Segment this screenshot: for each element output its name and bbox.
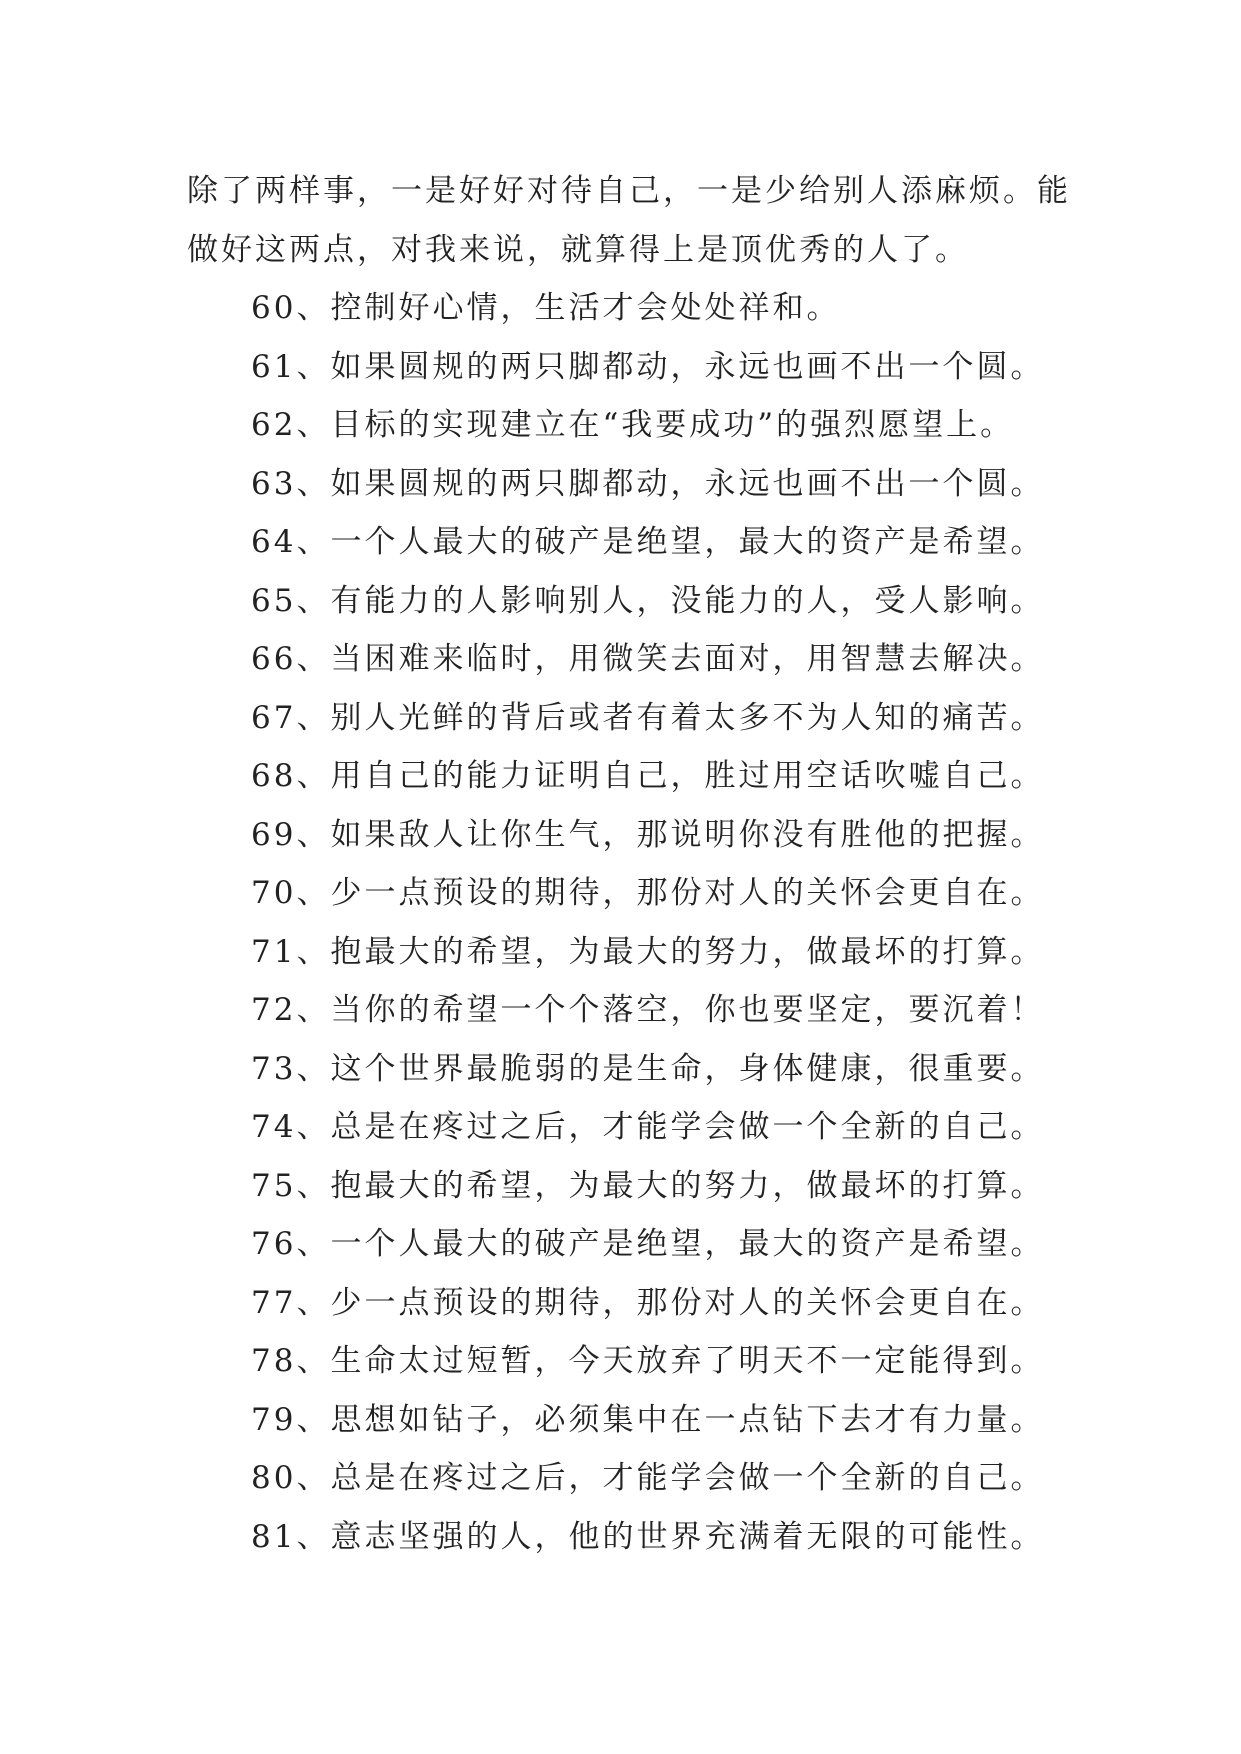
quote-item-77: 77、少一点预设的期待，那份对人的关怀会更自在。 <box>251 1284 1045 1321</box>
quote-item-71: 71、抱最大的希望，为最大的努力，做最坏的打算。 <box>251 933 1045 970</box>
quote-item-62: 62、目标的实现建立在“我要成功”的强烈愿望上。 <box>251 407 1015 443</box>
quote-item-73: 73、这个世界最脆弱的是生命，身体健康，很重要。 <box>251 1050 1045 1087</box>
quote-item-60: 60、控制好心情，生活才会处处祥和。 <box>251 290 841 326</box>
paragraph-line: 除了两样事，一是好好对待自己，一是少给别人添麻烦。能 <box>187 173 1071 209</box>
quote-item-61: 61、如果圆规的两只脚都动，永远也画不出一个圆。 <box>251 348 1045 385</box>
quote-item-69: 69、如果敌人让你生气，那说明你没有胜他的把握。 <box>251 816 1045 853</box>
quote-item-72: 72、当你的希望一个个落空，你也要坚定，要沉着！ <box>251 992 1045 1028</box>
body-text <box>187 162 1071 1566</box>
quote-item-70: 70、少一点预设的期待，那份对人的关怀会更自在。 <box>251 875 1045 911</box>
quote-item-79: 79、思想如钻子，必须集中在一点钻下去才有力量。 <box>251 1401 1045 1438</box>
quote-item-64: 64、一个人最大的破产是绝望，最大的资产是希望。 <box>251 524 1045 560</box>
quote-item-67: 67、别人光鲜的背后或者有着太多不为人知的痛苦。 <box>251 699 1045 736</box>
quote-item-68: 68、用自己的能力证明自己，胜过用空话吹嘘自己。 <box>251 758 1045 794</box>
quote-item-81: 81、意志坚强的人，他的世界充满着无限的可能性。 <box>251 1518 1045 1555</box>
quote-item-78: 78、生命太过短暂，今天放弃了明天不一定能得到。 <box>251 1343 1045 1379</box>
quote-item-74: 74、总是在疼过之后，才能学会做一个全新的自己。 <box>251 1109 1045 1145</box>
paragraph-line: 做好这两点，对我来说，就算得上是顶优秀的人了。 <box>187 231 969 268</box>
quote-item-65: 65、有能力的人影响别人，没能力的人，受人影响。 <box>251 582 1045 619</box>
quote-item-66: 66、当困难来临时，用微笑去面对，用智慧去解决。 <box>251 641 1045 677</box>
quote-item-63: 63、如果圆规的两只脚都动，永远也画不出一个圆。 <box>251 465 1045 502</box>
quote-item-76: 76、一个人最大的破产是绝望，最大的资产是希望。 <box>251 1226 1045 1262</box>
quote-item-80: 80、总是在疼过之后，才能学会做一个全新的自己。 <box>251 1460 1045 1496</box>
quote-item-75: 75、抱最大的希望，为最大的努力，做最坏的打算。 <box>251 1167 1045 1204</box>
